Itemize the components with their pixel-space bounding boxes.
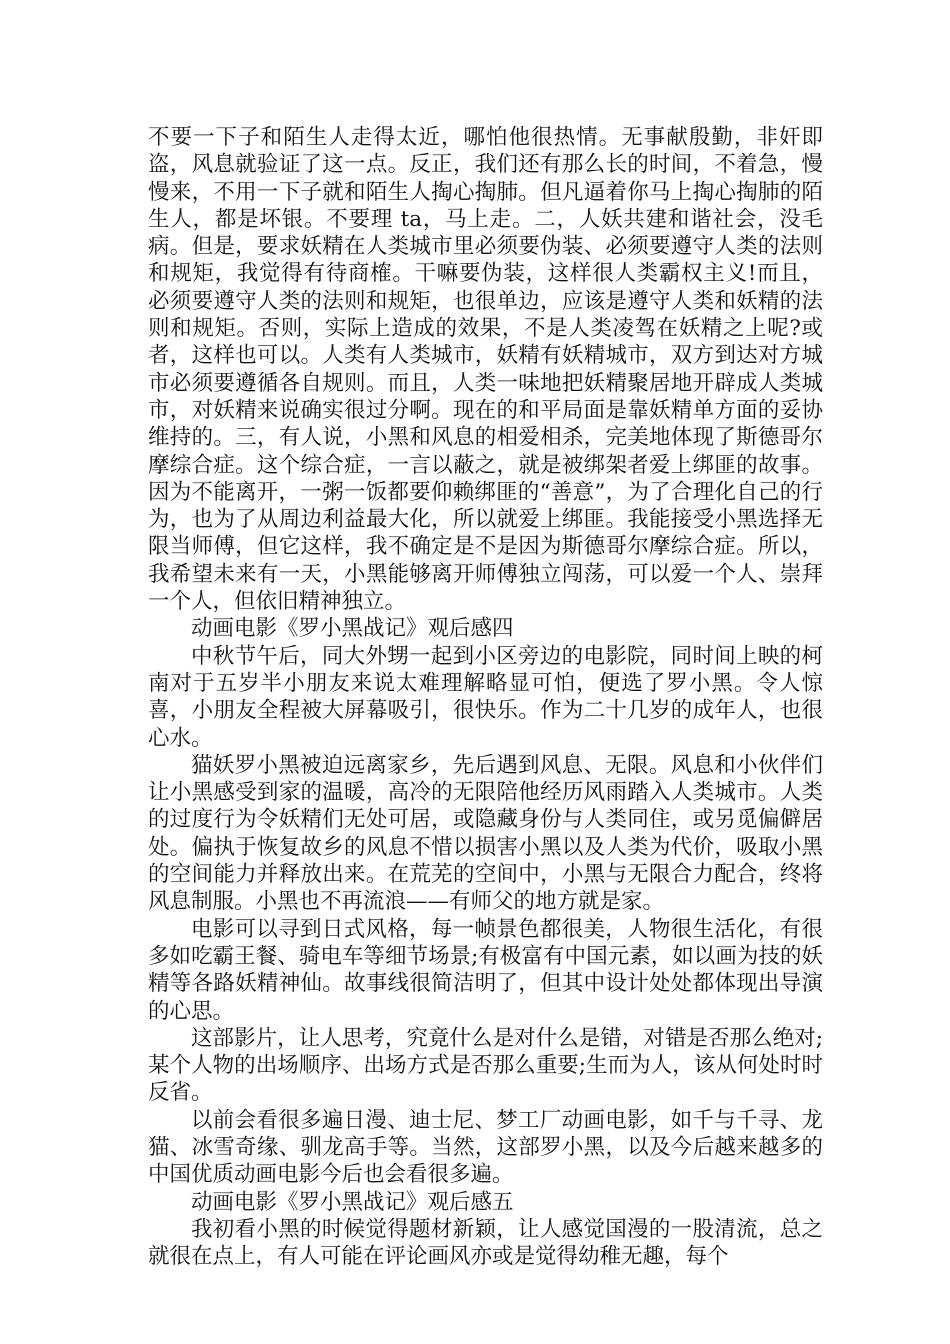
body-paragraph: 电影可以寻到日式风格，每一帧景色都很美，人物很生活化，有很多如吃霸王餐、骑电车等细节场景;有极富有中国元素，如以画为技的妖精等各路妖精神仙。故事线很简洁明了，但其中设计处处都体现出导演的心思。 [148,916,823,1024]
body-paragraph: 不要一下子和陌生人走得太近，哪怕他很热情。无事献殷勤，非奸即盗，风息就验证了这一点。反正，我们还有那么长的时间，不着急，慢慢来，不用一下子就和陌生人掏心掏肺。但凡逼着你马上掏心掏肺的陌生人，都是坏银。不要理 ta，马上走。二，人妖共建和谐社会，没毛病。但是，要求妖精在人类城市里必须要伪装、必须要遵守人类的法则和规矩，我觉得有待商榷。干嘛要伪装，这样很人类霸权主义!而且，必须要遵守人类的法则和规矩，也很单边，应该是遵守人类和妖精的法则和规矩。否则，实际上造成的效果，不是人类凌驾在妖精之上呢?或者，这样也可以。人类有人类城市，妖精有妖精城市，双方到达对方城市必须要遵循各自规则。而且，人类一味地把妖精聚居地开辟成人类城市，对妖精来说确实很过分啊。现在的和平局面是靠妖精单方面的妥协维持的。三，有人说，小黑和风息的相爱相杀，完美地体现了斯德哥尔摩综合症。这个综合症，一言以蔽之，就是被绑架者爱上绑匪的故事。因为不能离开，一粥一饭都要仰赖绑匪的“善意”，为了合理化自己的行为，也为了从周边利益最大化，所以就爱上绑匪。我能接受小黑选择无限当师傅，但它这样，我不确定是不是因为斯德哥尔摩综合症。所以，我希望未来有一天，小黑能够离开师傅独立闯荡，可以爱一个人、崇拜一个人，但依旧精神独立。 [148,125,823,615]
body-paragraph: 我初看小黑的时候觉得题材新颖，让人感觉国漫的一股清流，总之就很在点上，有人可能在评论画风亦或是觉得幼稚无趣，每个 [148,1216,823,1270]
section-heading: 动画电影《罗小黑战记》观后感四 [191,616,514,642]
body-paragraph: 猫妖罗小黑被迫远离家乡，先后遇到风息、无限。风息和小伙伴们让小黑感受到家的温暖，高冷的无限陪他经历风雨踏入人类城市。人类的过度行为令妖精们无处可居，或隐藏身份与人类同住，或另觅偏僻居处。偏执于恢复故乡的风息不惜以损害小黑以及人类为代价，吸取小黑的空间能力并释放出来。在荒芜的空间中，小黑与无限合力配合，终将风息制服。小黑也不再流浪——有师父的地方就是家。 [148,752,823,915]
body-paragraph: 以前会看很多遍日漫、迪士尼、梦工厂动画电影，如千与千寻、龙猫、冰雪奇缘、驯龙高手等。当然，这部罗小黑，以及今后越来越多的中国优质动画电影今后也会看很多遍。 [148,1107,823,1188]
document-page [148,124,823,1270]
section-heading: 动画电影《罗小黑战记》观后感五 [191,1189,514,1215]
body-paragraph: 中秋节午后，同大外甥一起到小区旁边的电影院，同时间上映的柯南对于五岁半小朋友来说太难理解略显可怕，便选了罗小黑。令人惊喜，小朋友全程被大屏幕吸引，很快乐。作为二十几岁的成年人，也很心水。 [148,643,823,751]
body-paragraph: 这部影片，让人思考，究竟什么是对什么是错，对错是否那么绝对;某个人物的出场顺序、出场方式是否那么重要;生而为人，该从何处时时反省。 [148,1025,823,1106]
